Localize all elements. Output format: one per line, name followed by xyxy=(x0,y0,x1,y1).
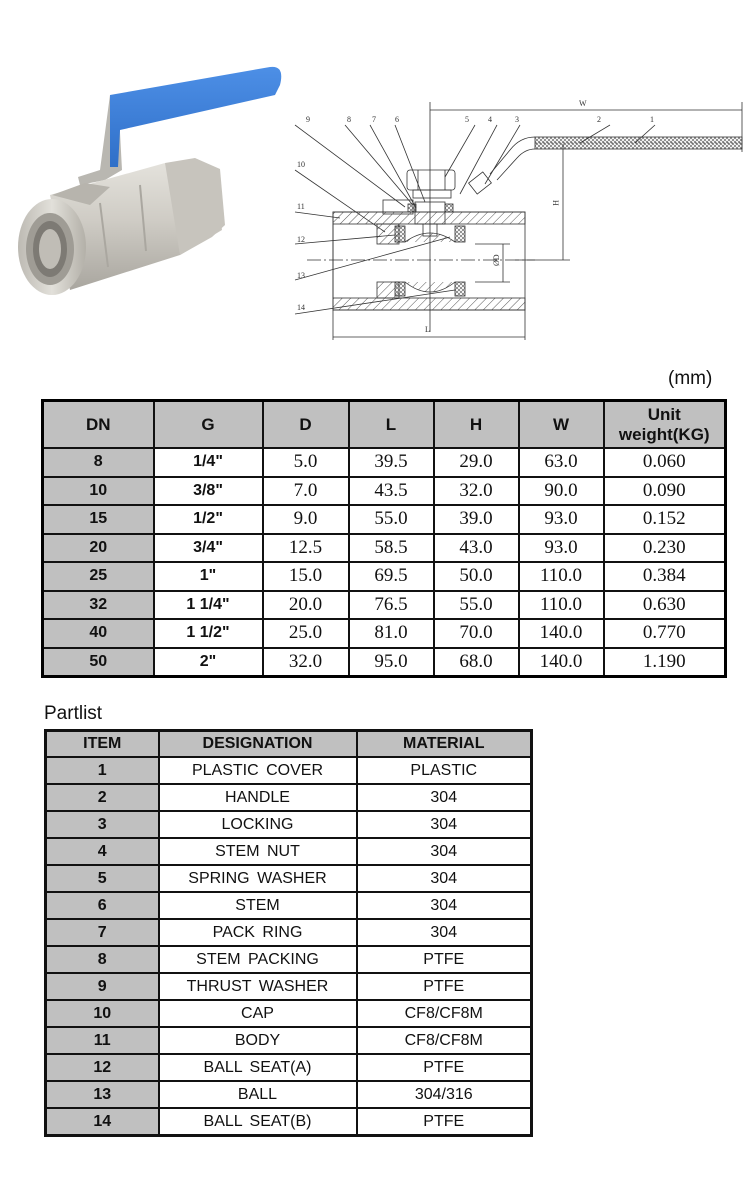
w-cell: 140.0 xyxy=(519,619,604,648)
table-header-row xyxy=(43,401,726,449)
material-cell: 304 xyxy=(357,892,532,919)
table-row xyxy=(43,648,726,677)
w-cell: 93.0 xyxy=(519,505,604,534)
item-cell: 8 xyxy=(46,946,159,973)
table-header-row xyxy=(46,731,532,758)
item-cell: 4 xyxy=(46,838,159,865)
material-cell: PTFE xyxy=(357,946,532,973)
table-row xyxy=(46,1000,532,1027)
weight-cell: 0.060 xyxy=(604,448,726,477)
col-header-designation: DESIGNATION xyxy=(159,731,357,758)
table-row xyxy=(46,973,532,1000)
l-cell: 39.5 xyxy=(349,448,434,477)
l-cell: 81.0 xyxy=(349,619,434,648)
h-cell: 43.0 xyxy=(434,534,519,563)
h-cell: 70.0 xyxy=(434,619,519,648)
d-cell: 20.0 xyxy=(263,591,349,620)
dim-h-label: H xyxy=(551,200,560,206)
g-cell: 1 1/4" xyxy=(154,591,263,620)
callout-7: 7 xyxy=(372,115,376,124)
l-cell: 69.5 xyxy=(349,562,434,591)
callout-6: 6 xyxy=(395,115,399,124)
designation-cell: STEM PACKING xyxy=(159,946,357,973)
unit-weight-line2: weight(KG) xyxy=(618,424,710,444)
table-row xyxy=(46,1081,532,1108)
designation-cell: BALL SEAT(A) xyxy=(159,1054,357,1081)
d-cell: 25.0 xyxy=(263,619,349,648)
g-cell: 1" xyxy=(154,562,263,591)
table-row xyxy=(43,619,726,648)
dn-cell: 32 xyxy=(43,591,154,620)
weight-cell: 0.384 xyxy=(604,562,726,591)
material-cell: CF8/CF8M xyxy=(357,1000,532,1027)
item-cell: 5 xyxy=(46,865,159,892)
table-row xyxy=(43,448,726,477)
material-cell: 304 xyxy=(357,838,532,865)
g-cell: 1 1/2" xyxy=(154,619,263,648)
table-row xyxy=(43,477,726,506)
g-cell: 2" xyxy=(154,648,263,677)
callout-9: 9 xyxy=(306,115,310,124)
callout-13: 13 xyxy=(297,271,305,280)
d-cell: 32.0 xyxy=(263,648,349,677)
designation-cell: CAP xyxy=(159,1000,357,1027)
technical-drawing xyxy=(285,92,745,352)
item-cell: 7 xyxy=(46,919,159,946)
col-header-w: W xyxy=(519,401,604,449)
w-cell: 110.0 xyxy=(519,591,604,620)
d-cell: 9.0 xyxy=(263,505,349,534)
dim-w-label: W xyxy=(579,99,587,108)
item-cell: 11 xyxy=(46,1027,159,1054)
h-cell: 39.0 xyxy=(434,505,519,534)
l-cell: 76.5 xyxy=(349,591,434,620)
table-row xyxy=(46,1027,532,1054)
g-cell: 3/4" xyxy=(154,534,263,563)
w-cell: 93.0 xyxy=(519,534,604,563)
designation-cell: PLASTIC COVER xyxy=(159,757,357,784)
l-cell: 55.0 xyxy=(349,505,434,534)
table-row xyxy=(46,784,532,811)
designation-cell: PACK RING xyxy=(159,919,357,946)
h-cell: 50.0 xyxy=(434,562,519,591)
weight-cell: 0.230 xyxy=(604,534,726,563)
table-row xyxy=(46,1108,532,1136)
dn-cell: 15 xyxy=(43,505,154,534)
weight-cell: 1.190 xyxy=(604,648,726,677)
col-header-g: G xyxy=(154,401,263,449)
col-header-material: MATERIAL xyxy=(357,731,532,758)
l-cell: 43.5 xyxy=(349,477,434,506)
item-cell: 6 xyxy=(46,892,159,919)
dim-d-label: ØD xyxy=(492,254,501,266)
callout-4: 4 xyxy=(488,115,492,124)
table-row xyxy=(46,946,532,973)
callout-12: 12 xyxy=(297,235,305,244)
designation-cell: SPRING WASHER xyxy=(159,865,357,892)
unit-weight-line1: Unit xyxy=(647,404,681,424)
designation-cell: STEM xyxy=(159,892,357,919)
dn-cell: 20 xyxy=(43,534,154,563)
table-row xyxy=(46,919,532,946)
d-cell: 5.0 xyxy=(263,448,349,477)
callout-3: 3 xyxy=(515,115,519,124)
table-row xyxy=(46,1054,532,1081)
designation-cell: LOCKING xyxy=(159,811,357,838)
weight-cell: 0.630 xyxy=(604,591,726,620)
callout-10: 10 xyxy=(297,160,305,169)
col-header-d: D xyxy=(263,401,349,449)
weight-cell: 0.090 xyxy=(604,477,726,506)
col-header-item: ITEM xyxy=(46,731,159,758)
designation-cell: BALL xyxy=(159,1081,357,1108)
callout-14: 14 xyxy=(297,303,305,312)
callout-2: 2 xyxy=(597,115,601,124)
designation-cell: STEM NUT xyxy=(159,838,357,865)
designation-cell: BODY xyxy=(159,1027,357,1054)
callout-8: 8 xyxy=(347,115,351,124)
material-cell: PTFE xyxy=(357,1054,532,1081)
table-row xyxy=(46,838,532,865)
col-header-l: L xyxy=(349,401,434,449)
callout-5: 5 xyxy=(465,115,469,124)
material-cell: PTFE xyxy=(357,1108,532,1136)
l-cell: 95.0 xyxy=(349,648,434,677)
partlist-table xyxy=(44,729,533,1137)
material-cell: PTFE xyxy=(357,973,532,1000)
h-cell: 55.0 xyxy=(434,591,519,620)
designation-cell: THRUST WASHER xyxy=(159,973,357,1000)
d-cell: 12.5 xyxy=(263,534,349,563)
material-cell: 304 xyxy=(357,865,532,892)
designation-cell: BALL SEAT(B) xyxy=(159,1108,357,1136)
d-cell: 15.0 xyxy=(263,562,349,591)
table-row xyxy=(46,811,532,838)
table-row xyxy=(46,757,532,784)
item-cell: 3 xyxy=(46,811,159,838)
designation-cell: HANDLE xyxy=(159,784,357,811)
table-row xyxy=(46,892,532,919)
g-cell: 3/8" xyxy=(154,477,263,506)
dn-cell: 8 xyxy=(43,448,154,477)
w-cell: 110.0 xyxy=(519,562,604,591)
h-cell: 68.0 xyxy=(434,648,519,677)
table-row xyxy=(43,562,726,591)
weight-cell: 0.152 xyxy=(604,505,726,534)
table-row xyxy=(43,505,726,534)
dn-cell: 10 xyxy=(43,477,154,506)
material-cell: CF8/CF8M xyxy=(357,1027,532,1054)
item-cell: 9 xyxy=(46,973,159,1000)
table-row xyxy=(43,534,726,563)
product-photo xyxy=(0,55,290,325)
h-cell: 29.0 xyxy=(434,448,519,477)
item-cell: 10 xyxy=(46,1000,159,1027)
ball-valve-photo xyxy=(0,55,290,325)
cross-section-diagram xyxy=(285,92,745,347)
material-cell: 304 xyxy=(357,919,532,946)
l-cell: 58.5 xyxy=(349,534,434,563)
w-cell: 90.0 xyxy=(519,477,604,506)
table-row xyxy=(46,865,532,892)
dimensions-table xyxy=(41,399,727,678)
material-cell: 304 xyxy=(357,784,532,811)
item-cell: 1 xyxy=(46,757,159,784)
callout-1: 1 xyxy=(650,115,654,124)
callout-11: 11 xyxy=(297,202,305,211)
w-cell: 63.0 xyxy=(519,448,604,477)
col-header-dn: DN xyxy=(43,401,154,449)
dim-l-label: L xyxy=(425,325,430,334)
dn-cell: 25 xyxy=(43,562,154,591)
material-cell: 304 xyxy=(357,811,532,838)
item-cell: 14 xyxy=(46,1108,159,1136)
partlist-title: Partlist xyxy=(44,703,103,724)
w-cell: 140.0 xyxy=(519,648,604,677)
material-cell: PLASTIC xyxy=(357,757,532,784)
item-cell: 13 xyxy=(46,1081,159,1108)
item-cell: 2 xyxy=(46,784,159,811)
col-header-unit-weight xyxy=(604,401,726,449)
weight-cell: 0.770 xyxy=(604,619,726,648)
h-cell: 32.0 xyxy=(434,477,519,506)
table-row xyxy=(43,591,726,620)
col-header-h: H xyxy=(434,401,519,449)
dn-cell: 40 xyxy=(43,619,154,648)
dn-cell: 50 xyxy=(43,648,154,677)
material-cell: 304/316 xyxy=(357,1081,532,1108)
item-cell: 12 xyxy=(46,1054,159,1081)
g-cell: 1/4" xyxy=(154,448,263,477)
g-cell: 1/2" xyxy=(154,505,263,534)
d-cell: 7.0 xyxy=(263,477,349,506)
unit-label: (mm) xyxy=(668,368,713,389)
